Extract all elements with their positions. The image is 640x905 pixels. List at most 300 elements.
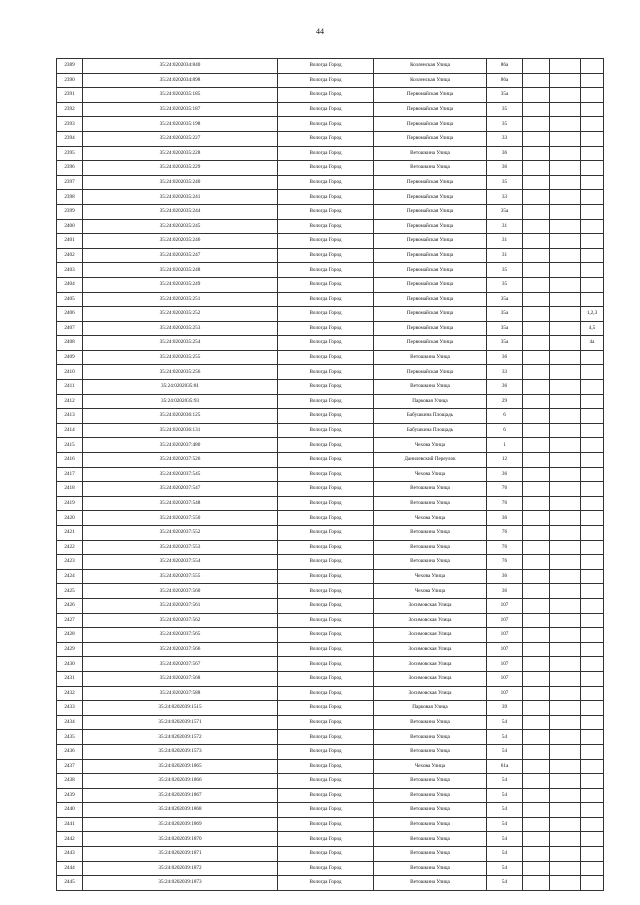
cadastral-number-cell: 35:24:0202039:1868 — [83, 803, 278, 818]
apartment-cell — [581, 817, 604, 832]
apartment-cell — [581, 657, 604, 672]
apartment-cell — [581, 146, 604, 161]
house-cell: 54 — [487, 715, 523, 730]
city-cell: Вологда Город — [278, 365, 374, 380]
house-cell: 54 — [487, 744, 523, 759]
premises-cell — [550, 832, 581, 847]
building-cell — [523, 248, 550, 263]
apartment-cell — [581, 175, 604, 190]
apartment-cell — [581, 248, 604, 263]
house-cell: 29 — [487, 394, 523, 409]
row-number-cell: 2394 — [57, 131, 83, 146]
table-row — [57, 642, 604, 657]
registry-table-body — [57, 59, 604, 891]
apartment-cell — [581, 526, 604, 541]
apartment-cell — [581, 59, 604, 74]
street-cell: Ветошкина Улица — [374, 744, 487, 759]
apartment-cell — [581, 88, 604, 103]
premises-cell — [550, 409, 581, 424]
building-cell — [523, 511, 550, 526]
building-cell — [523, 394, 550, 409]
row-number-cell: 2421 — [57, 526, 83, 541]
street-cell: Первомайская Улица — [374, 263, 487, 278]
cadastral-number-cell: 35:24:0202037:562 — [83, 613, 278, 628]
cadastral-number-cell: 35:24:0202034:840 — [83, 59, 278, 74]
apartment-cell — [581, 628, 604, 643]
table-row — [57, 715, 604, 730]
apartment-cell — [581, 453, 604, 468]
house-cell: 33 — [487, 365, 523, 380]
building-cell — [523, 715, 550, 730]
row-number-cell: 2415 — [57, 438, 83, 453]
row-number-cell: 2409 — [57, 350, 83, 365]
table-row — [57, 350, 604, 365]
building-cell — [523, 380, 550, 395]
cadastral-number-cell: 35:24:0202039:1871 — [83, 847, 278, 862]
row-number-cell: 2416 — [57, 453, 83, 468]
house-cell: 36 — [487, 380, 523, 395]
city-cell: Вологда Город — [278, 671, 374, 686]
table-row — [57, 292, 604, 307]
apartment-cell — [581, 219, 604, 234]
house-cell: 6 — [487, 423, 523, 438]
cadastral-number-cell: 35:24:0202035:81 — [83, 380, 278, 395]
apartment-cell — [581, 380, 604, 395]
apartment-cell — [581, 598, 604, 613]
apartment-cell — [581, 584, 604, 599]
house-cell: 54 — [487, 730, 523, 745]
apartment-cell — [581, 555, 604, 570]
apartment-cell — [581, 730, 604, 745]
row-number-cell: 2427 — [57, 613, 83, 628]
building-cell — [523, 569, 550, 584]
table-row — [57, 131, 604, 146]
apartment-cell: 4а — [581, 336, 604, 351]
row-number-cell: 2431 — [57, 671, 83, 686]
building-cell — [523, 584, 550, 599]
city-cell: Вологда Город — [278, 73, 374, 88]
premises-cell — [550, 73, 581, 88]
city-cell: Вологда Город — [278, 803, 374, 818]
city-cell: Вологда Город — [278, 248, 374, 263]
house-cell: 107 — [487, 642, 523, 657]
table-row — [57, 730, 604, 745]
street-cell: Первомайская Улица — [374, 277, 487, 292]
cadastral-number-cell: 35:24:0202035:198 — [83, 117, 278, 132]
street-cell: Первомайская Улица — [374, 292, 487, 307]
row-number-cell: 2432 — [57, 686, 83, 701]
apartment-cell — [581, 511, 604, 526]
building-cell — [523, 131, 550, 146]
house-cell: 86а — [487, 59, 523, 74]
street-cell: Первомайская Улица — [374, 204, 487, 219]
city-cell: Вологда Город — [278, 102, 374, 117]
row-number-cell: 2424 — [57, 569, 83, 584]
city-cell: Вологда Город — [278, 730, 374, 745]
cadastral-number-cell: 35:24:0202035:241 — [83, 190, 278, 205]
row-number-cell: 2445 — [57, 876, 83, 891]
building-cell — [523, 774, 550, 789]
street-cell: Зосимовская Улица — [374, 613, 487, 628]
street-cell: Ветошкина Улица — [374, 526, 487, 541]
row-number-cell: 2428 — [57, 628, 83, 643]
city-cell: Вологда Город — [278, 657, 374, 672]
premises-cell — [550, 861, 581, 876]
premises-cell — [550, 671, 581, 686]
table-row — [57, 321, 604, 336]
apartment-cell — [581, 861, 604, 876]
city-cell: Вологда Город — [278, 394, 374, 409]
house-cell: 54 — [487, 788, 523, 803]
table-row — [57, 774, 604, 789]
premises-cell — [550, 380, 581, 395]
table-row — [57, 847, 604, 862]
street-cell: Первомайская Улица — [374, 88, 487, 103]
cadastral-number-cell: 35:24:0202037:554 — [83, 555, 278, 570]
row-number-cell: 2434 — [57, 715, 83, 730]
row-number-cell: 2444 — [57, 861, 83, 876]
premises-cell — [550, 540, 581, 555]
premises-cell — [550, 117, 581, 132]
premises-cell — [550, 423, 581, 438]
street-cell: Ветошкина Улица — [374, 861, 487, 876]
row-number-cell: 2429 — [57, 642, 83, 657]
apartment-cell — [581, 496, 604, 511]
street-cell: Ветошкина Улица — [374, 380, 487, 395]
house-cell: 36 — [487, 146, 523, 161]
house-cell: 31 — [487, 234, 523, 249]
house-cell: 35а — [487, 307, 523, 322]
row-number-cell: 2419 — [57, 496, 83, 511]
street-cell: Зосимовская Улица — [374, 657, 487, 672]
building-cell — [523, 701, 550, 716]
house-cell: 35 — [487, 175, 523, 190]
building-cell — [523, 263, 550, 278]
table-row — [57, 59, 604, 74]
street-cell: Первомайская Улица — [374, 365, 487, 380]
street-cell: Бабушкина Площадь — [374, 423, 487, 438]
premises-cell — [550, 204, 581, 219]
premises-cell — [550, 774, 581, 789]
city-cell: Вологда Город — [278, 526, 374, 541]
house-cell: 54 — [487, 774, 523, 789]
table-row — [57, 394, 604, 409]
row-number-cell: 2408 — [57, 336, 83, 351]
city-cell: Вологда Город — [278, 584, 374, 599]
apartment-cell — [581, 671, 604, 686]
row-number-cell: 2441 — [57, 817, 83, 832]
row-number-cell: 2396 — [57, 161, 83, 176]
row-number-cell: 2410 — [57, 365, 83, 380]
cadastral-number-cell: 35:24:0202037:560 — [83, 584, 278, 599]
row-number-cell: 2440 — [57, 803, 83, 818]
street-cell: Первомайская Улица — [374, 117, 487, 132]
table-row — [57, 365, 604, 380]
building-cell — [523, 453, 550, 468]
premises-cell — [550, 219, 581, 234]
cadastral-number-cell: 35:24:0202037:547 — [83, 482, 278, 497]
apartment-cell — [581, 190, 604, 205]
cadastral-number-cell: 35:24:0202035:185 — [83, 88, 278, 103]
city-cell: Вологда Город — [278, 686, 374, 701]
building-cell — [523, 803, 550, 818]
house-cell: 76 — [487, 496, 523, 511]
premises-cell — [550, 569, 581, 584]
building-cell — [523, 759, 550, 774]
table-row — [57, 788, 604, 803]
table-row — [57, 380, 604, 395]
street-cell: Ветошкина Улица — [374, 774, 487, 789]
table-row — [57, 744, 604, 759]
house-cell: 12 — [487, 453, 523, 468]
row-number-cell: 2395 — [57, 146, 83, 161]
street-cell: Чехова Улица — [374, 569, 487, 584]
cadastral-number-cell: 35:24:0202035:227 — [83, 131, 278, 146]
cadastral-number-cell: 35:24:0202035:255 — [83, 350, 278, 365]
row-number-cell: 2437 — [57, 759, 83, 774]
city-cell: Вологда Город — [278, 146, 374, 161]
row-number-cell: 2414 — [57, 423, 83, 438]
table-row — [57, 511, 604, 526]
cadastral-number-cell: 35:24:0202037:561 — [83, 598, 278, 613]
street-cell: Ветошкина Улица — [374, 817, 487, 832]
table-row — [57, 336, 604, 351]
premises-cell — [550, 161, 581, 176]
table-row — [57, 526, 604, 541]
table-row — [57, 817, 604, 832]
premises-cell — [550, 730, 581, 745]
street-cell: Первомайская Улица — [374, 248, 487, 263]
apartment-cell — [581, 482, 604, 497]
premises-cell — [550, 701, 581, 716]
house-cell: 36 — [487, 467, 523, 482]
cadastral-number-cell: 35:24:0202037:565 — [83, 628, 278, 643]
street-cell: Козленская Улица — [374, 73, 487, 88]
premises-cell — [550, 350, 581, 365]
house-cell: 76 — [487, 555, 523, 570]
cadastral-number-cell: 35:24:0202039:1869 — [83, 817, 278, 832]
house-cell: 1 — [487, 438, 523, 453]
cadastral-number-cell: 35:24:0202039:1573 — [83, 744, 278, 759]
house-cell: 35 — [487, 117, 523, 132]
apartment-cell — [581, 292, 604, 307]
cadastral-number-cell: 35:24:0202037:553 — [83, 540, 278, 555]
building-cell — [523, 102, 550, 117]
house-cell: 35 — [487, 102, 523, 117]
building-cell — [523, 88, 550, 103]
city-cell: Вологда Город — [278, 701, 374, 716]
cadastral-number-cell: 35:24:0202039:1866 — [83, 774, 278, 789]
row-number-cell: 2439 — [57, 788, 83, 803]
street-cell: Первомайская Улица — [374, 336, 487, 351]
premises-cell — [550, 482, 581, 497]
table-row — [57, 467, 604, 482]
row-number-cell: 2433 — [57, 701, 83, 716]
apartment-cell — [581, 613, 604, 628]
street-cell: Ветошкина Улица — [374, 482, 487, 497]
house-cell: 54 — [487, 817, 523, 832]
cadastral-number-cell: 35:24:0202037:480 — [83, 438, 278, 453]
premises-cell — [550, 146, 581, 161]
table-row — [57, 453, 604, 468]
row-number-cell: 2443 — [57, 847, 83, 862]
city-cell: Вологда Город — [278, 88, 374, 103]
building-cell — [523, 190, 550, 205]
house-cell: 35 — [487, 263, 523, 278]
row-number-cell: 2402 — [57, 248, 83, 263]
premises-cell — [550, 453, 581, 468]
street-cell: Чехова Улица — [374, 759, 487, 774]
house-cell: 39 — [487, 701, 523, 716]
apartment-cell — [581, 423, 604, 438]
building-cell — [523, 467, 550, 482]
table-row — [57, 598, 604, 613]
house-cell: 107 — [487, 686, 523, 701]
apartment-cell — [581, 102, 604, 117]
house-cell: 35а — [487, 321, 523, 336]
premises-cell — [550, 657, 581, 672]
street-cell: Чехова Улица — [374, 584, 487, 599]
row-number-cell: 2413 — [57, 409, 83, 424]
building-cell — [523, 598, 550, 613]
city-cell: Вологда Город — [278, 117, 374, 132]
cadastral-number-cell: 35:24:0202039:1870 — [83, 832, 278, 847]
building-cell — [523, 321, 550, 336]
table-row — [57, 671, 604, 686]
apartment-cell — [581, 409, 604, 424]
building-cell — [523, 555, 550, 570]
row-number-cell: 2393 — [57, 117, 83, 132]
premises-cell — [550, 292, 581, 307]
premises-cell — [550, 365, 581, 380]
cadastral-number-cell: 35:24:0202037:548 — [83, 496, 278, 511]
row-number-cell: 2438 — [57, 774, 83, 789]
registry-table — [56, 58, 604, 891]
cadastral-number-cell: 35:24:0202035:229 — [83, 161, 278, 176]
row-number-cell: 2401 — [57, 234, 83, 249]
building-cell — [523, 204, 550, 219]
city-cell: Вологда Город — [278, 511, 374, 526]
house-cell: 76 — [487, 482, 523, 497]
row-number-cell: 2412 — [57, 394, 83, 409]
building-cell — [523, 686, 550, 701]
house-cell: 36 — [487, 569, 523, 584]
street-cell: Ветошкина Улица — [374, 876, 487, 891]
premises-cell — [550, 88, 581, 103]
street-cell: Первомайская Улица — [374, 219, 487, 234]
apartment-cell — [581, 277, 604, 292]
house-cell: 35а — [487, 204, 523, 219]
cadastral-number-cell: 35:24:0202039:1872 — [83, 861, 278, 876]
table-row — [57, 248, 604, 263]
apartment-cell — [581, 701, 604, 716]
city-cell: Вологда Город — [278, 613, 374, 628]
row-number-cell: 2430 — [57, 657, 83, 672]
house-cell: 36 — [487, 584, 523, 599]
city-cell: Вологда Город — [278, 438, 374, 453]
table-row — [57, 409, 604, 424]
street-cell: Зосимовская Улица — [374, 642, 487, 657]
city-cell: Вологда Город — [278, 832, 374, 847]
city-cell: Вологда Город — [278, 847, 374, 862]
building-cell — [523, 73, 550, 88]
cadastral-number-cell: 35:24:0202037:567 — [83, 657, 278, 672]
building-cell — [523, 540, 550, 555]
cadastral-number-cell: 35:24:0202039:1867 — [83, 788, 278, 803]
building-cell — [523, 117, 550, 132]
table-row — [57, 584, 604, 599]
table-row — [57, 759, 604, 774]
apartment-cell: 4,5 — [581, 321, 604, 336]
street-cell: Ветошкина Улица — [374, 832, 487, 847]
table-row — [57, 204, 604, 219]
street-cell: Бабушкина Площадь — [374, 409, 487, 424]
cadastral-number-cell: 35:24:0202035:249 — [83, 277, 278, 292]
house-cell: 54 — [487, 803, 523, 818]
building-cell — [523, 409, 550, 424]
building-cell — [523, 671, 550, 686]
cadastral-number-cell: 35:24:0202035:252 — [83, 307, 278, 322]
apartment-cell — [581, 263, 604, 278]
table-row — [57, 613, 604, 628]
table-row — [57, 701, 604, 716]
building-cell — [523, 876, 550, 891]
house-cell: 107 — [487, 671, 523, 686]
house-cell: 54 — [487, 861, 523, 876]
table-row — [57, 438, 604, 453]
premises-cell — [550, 234, 581, 249]
premises-cell — [550, 817, 581, 832]
cadastral-number-cell: 35:24:0202035:256 — [83, 365, 278, 380]
city-cell: Вологда Город — [278, 263, 374, 278]
row-number-cell: 2417 — [57, 467, 83, 482]
premises-cell — [550, 686, 581, 701]
city-cell: Вологда Город — [278, 642, 374, 657]
building-cell — [523, 657, 550, 672]
premises-cell — [550, 759, 581, 774]
building-cell — [523, 307, 550, 322]
cadastral-number-cell: 35:24:0202037:588 — [83, 686, 278, 701]
city-cell: Вологда Город — [278, 59, 374, 74]
row-number-cell: 2400 — [57, 219, 83, 234]
street-cell: Ветошкина Улица — [374, 803, 487, 818]
building-cell — [523, 438, 550, 453]
premises-cell — [550, 496, 581, 511]
house-cell: 6 — [487, 409, 523, 424]
cadastral-number-cell: 35:24:0202035:248 — [83, 263, 278, 278]
building-cell — [523, 744, 550, 759]
premises-cell — [550, 175, 581, 190]
building-cell — [523, 219, 550, 234]
house-cell: 76 — [487, 526, 523, 541]
building-cell — [523, 365, 550, 380]
building-cell — [523, 642, 550, 657]
premises-cell — [550, 744, 581, 759]
cadastral-number-cell: 35:24:0202035:246 — [83, 234, 278, 249]
street-cell: Парковая Улица — [374, 394, 487, 409]
premises-cell — [550, 59, 581, 74]
apartment-cell: 1,2,3 — [581, 307, 604, 322]
premises-cell — [550, 788, 581, 803]
street-cell: Ветошкина Улица — [374, 350, 487, 365]
table-row — [57, 657, 604, 672]
building-cell — [523, 277, 550, 292]
apartment-cell — [581, 759, 604, 774]
row-number-cell: 2391 — [57, 88, 83, 103]
apartment-cell — [581, 715, 604, 730]
premises-cell — [550, 642, 581, 657]
cadastral-number-cell: 35:24:0202035:251 — [83, 292, 278, 307]
